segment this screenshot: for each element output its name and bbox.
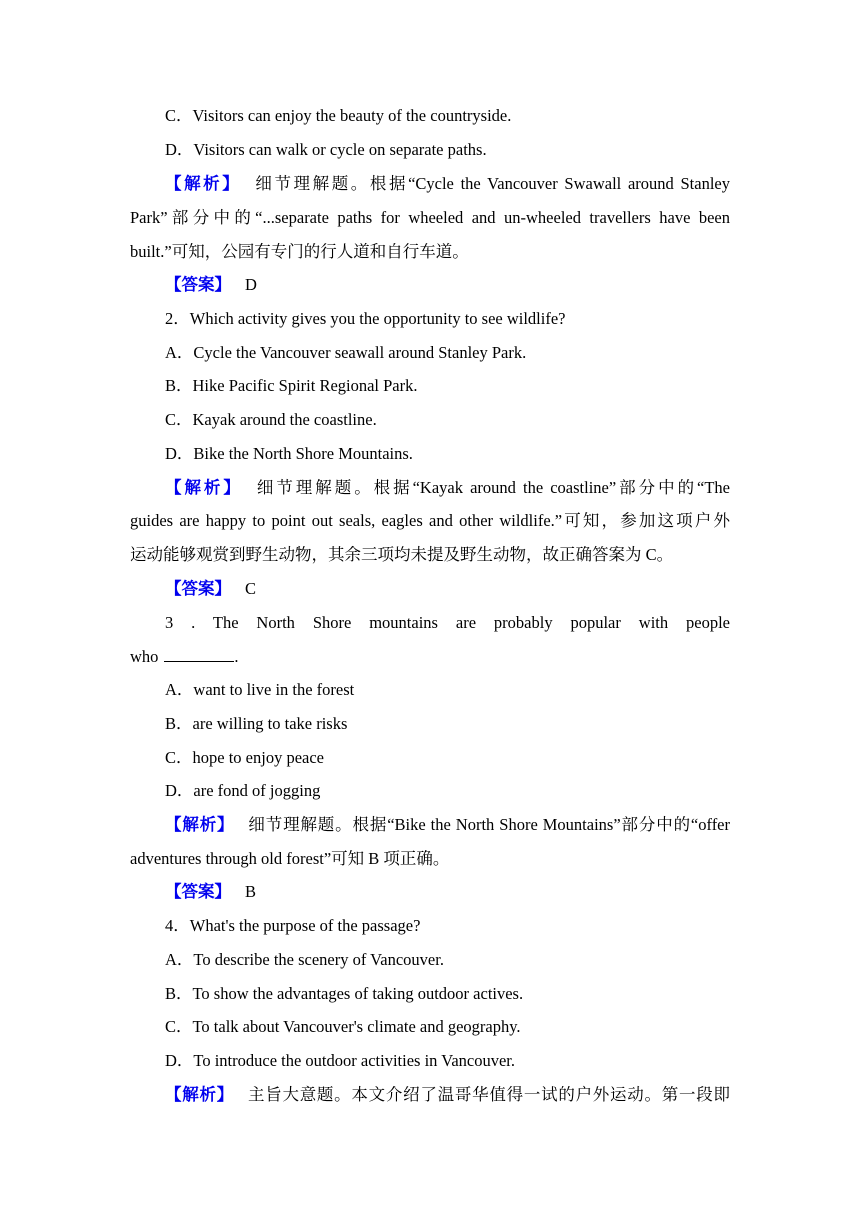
q3-option-a: A．want to live in the forest <box>165 680 355 699</box>
q2-analysis-line3: 运动能够观赏到野生动物，其余三项均未提及野生动物，故正确答案为 C。 <box>130 545 674 564</box>
q2-analysis-line2: guides are happy to point out seals, eagles and other wildlife.”可知，参加这项户外 <box>130 511 730 530</box>
analysis-text: 主旨大意题。本文介绍了温哥华值得一试的户外运动。第一段即 <box>247 1085 731 1104</box>
answer-blank <box>164 645 234 662</box>
q3-analysis-line2: adventures through old forest”可知 B 项正确。 <box>130 849 450 868</box>
q1-option-c: C．Visitors can enjoy the beauty of the countryside. <box>165 106 512 125</box>
answer-tag: 【答案】 <box>165 882 231 901</box>
q3-option-d: D．are fond of jogging <box>165 781 321 800</box>
q2-analysis <box>165 476 730 500</box>
q2-option-a: A．Cycle the Vancouver seawall around Stanley Park. <box>165 343 527 362</box>
q1-analysis <box>165 172 730 196</box>
q4-option-b: B．To show the advantages of taking outdoor actives. <box>165 984 524 1003</box>
q2-option-d: D．Bike the North Shore Mountains. <box>165 444 413 463</box>
analysis-tag: 【解析】 <box>165 478 243 497</box>
q3-analysis <box>165 813 730 837</box>
q4-option-a: A．To describe the scenery of Vancouver. <box>165 950 444 969</box>
analysis-tag: 【解析】 <box>165 815 235 834</box>
q2-option-b: B．Hike Pacific Spirit Regional Park. <box>165 376 418 395</box>
q4-question: 4．What's the purpose of the passage? <box>165 916 421 935</box>
q4-option-d: D．To introduce the outdoor activities in Vancouver. <box>165 1051 516 1070</box>
q1-answer <box>165 273 730 297</box>
answer-value: C <box>245 579 257 598</box>
answer-tag: 【答案】 <box>165 275 231 294</box>
q3-answer <box>165 880 730 904</box>
q4-option-c: C．To talk about Vancouver's climate and geography. <box>165 1017 521 1036</box>
q3-option-c: C．hope to enjoy peace <box>165 748 324 767</box>
analysis-tag: 【解析】 <box>165 1085 234 1104</box>
q3-question-line2 <box>130 645 730 669</box>
q3-question-who: who <box>130 647 159 666</box>
q1-option-d: D．Visitors can walk or cycle on separate paths. <box>165 140 487 159</box>
q4-analysis <box>165 1083 730 1107</box>
answer-value: D <box>245 275 257 294</box>
q3-option-b: B．are willing to take risks <box>165 714 348 733</box>
analysis-text: 细节理解题。根据“Kayak around the coastline”部分中的“The <box>256 478 731 497</box>
q2-question: 2．Which activity gives you the opportunity to see wildlife? <box>165 309 566 328</box>
answer-tag: 【答案】 <box>165 579 231 598</box>
q3-question: 3 . The North Shore mountains are probably popular with people <box>165 613 730 632</box>
analysis-tag: 【解析】 <box>165 174 242 193</box>
q2-option-c: C．Kayak around the coastline. <box>165 410 377 429</box>
q2-answer <box>165 577 730 601</box>
analysis-text: 细节理解题。根据“Cycle the Vancouver Swawall around Stanley <box>255 174 730 193</box>
answer-value: B <box>245 882 257 901</box>
analysis-text: 细节理解题。根据“Bike the North Shore Mountains”部分中的“offer <box>248 815 731 834</box>
q1-analysis-line3: built.”可知，公园有专门的行人道和自行车道。 <box>130 242 469 261</box>
q1-analysis-line2: Park”部分中的“...separate paths for wheeled and un-wheeled travellers have been <box>130 208 730 227</box>
q3-question-end: . <box>234 647 239 666</box>
